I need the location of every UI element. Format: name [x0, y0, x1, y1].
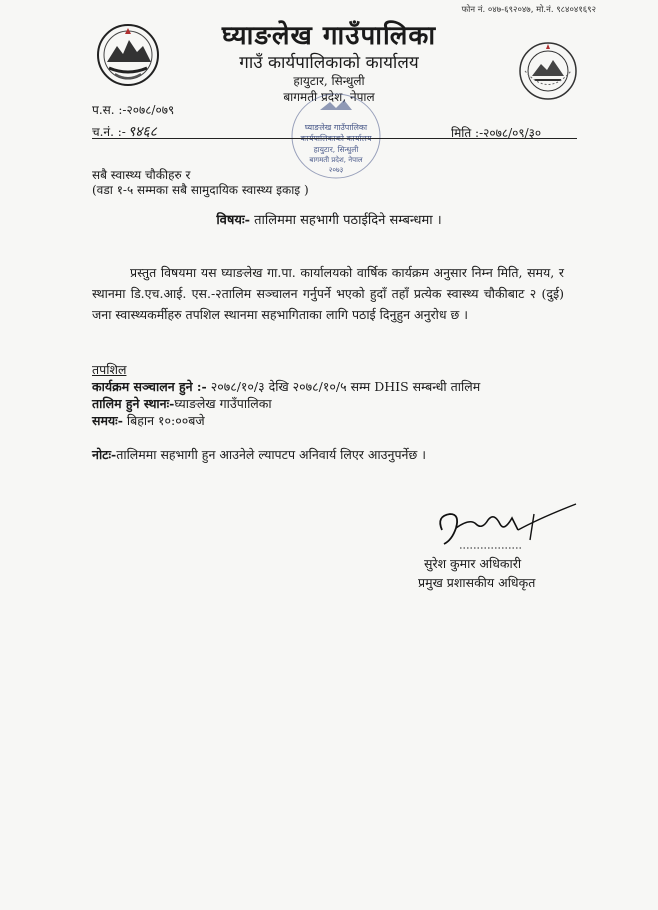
municipality-logo-icon — [517, 40, 579, 102]
phone-line: फोन नं. ०४७-६९२०४७, मो.नं. ९८४०४१६९२ — [461, 5, 596, 15]
letter-date: मिति :-२०७८/०९/३० — [451, 126, 542, 140]
office-name: गाउँ कार्यपालिकाको कार्यालय — [239, 53, 419, 73]
addressee-line2: (वडा १-५ सम्मका सबै सामुदायिक स्वास्थ्य इकाइ ) — [92, 183, 309, 197]
stamp-line4: बागमती प्रदेश, नेपाल — [309, 156, 363, 164]
venue-value: घ्याङलेख गाउँपालिका — [174, 396, 272, 411]
addressee-line1: सबै स्वास्थ्य चौकीहरु र — [92, 168, 191, 182]
time-value: बिहान १०:००बजे — [122, 413, 205, 428]
program-label: कार्यक्रम सञ्चालन हुने :- — [92, 379, 207, 394]
note-text: तालिममा सहभागी हुन आउनेले ल्यापटप अनिवार्य लिएर आउनुपर्नेछ । — [116, 447, 426, 462]
note-label: नोटः- — [92, 447, 117, 462]
note-line — [92, 446, 426, 463]
time-label: समयः- — [92, 413, 123, 428]
header-divider — [92, 138, 577, 139]
program-value: २०७८/१०/३ देखि २०७८/१०/५ सम्म DHIS सम्बन्धी तालिम — [206, 379, 481, 394]
dispatch-handwritten-number: ९४६८ — [127, 124, 157, 140]
signatory-title: प्रमुख प्रशासकीय अधिकृत — [418, 575, 536, 590]
letter-body: प्रस्तुत विषयमा यस घ्याङलेख गा.पा. कार्यालयको वार्षिक कार्यक्रम अनुसार निम्न मिति, समय, र स्थानमा डि.एच.आई. एस.-२तालिम सञ्चालन गर्नुपर्ने भएको हुदाँ तहाँ प्रत्येक स्वास्थ्य चौकीबाट २ (दुई) जना स्वास्थ्यकर्मीहरु तपशिल स्थानमा सहभागिताका लागि पठाई दिनुहुन अनुरोध छ । — [92, 265, 564, 322]
stamp-line3: हायुटार, सिन्धुली — [313, 145, 359, 154]
letter-number: प.स. :-२०७८/०७९ — [92, 103, 175, 117]
details-heading: तपशिल — [92, 362, 127, 377]
subject-line — [0, 210, 658, 228]
subject-label: विषयः- — [216, 213, 250, 228]
dispatch-label: च.नं. :- — [92, 125, 126, 139]
municipality-title: घ्याङलेख गाउँपालिका — [221, 21, 437, 51]
details-venue — [92, 395, 272, 412]
stamp-line2: कार्यपालिकाको कार्यालय — [300, 134, 372, 143]
details-time — [92, 412, 205, 429]
handwritten-signature — [430, 500, 580, 560]
stamp-year: २०७३ — [328, 166, 344, 174]
subject-text: तालिममा सहभागी पठाईदिने सम्बन्धमा । — [249, 213, 442, 228]
office-province: बागमती प्रदेश, नेपाल — [283, 90, 375, 104]
details-program — [92, 378, 480, 395]
stamp-line1: घ्याङलेख गाउँपालिका — [304, 123, 368, 132]
venue-label: तालिम हुने स्थानः- — [92, 396, 175, 411]
signatory-name: सुरेश कुमार अधिकारी — [424, 556, 522, 571]
office-seal-stamp — [290, 92, 382, 180]
office-location: हायुटार, सिन्धुली — [293, 74, 365, 88]
